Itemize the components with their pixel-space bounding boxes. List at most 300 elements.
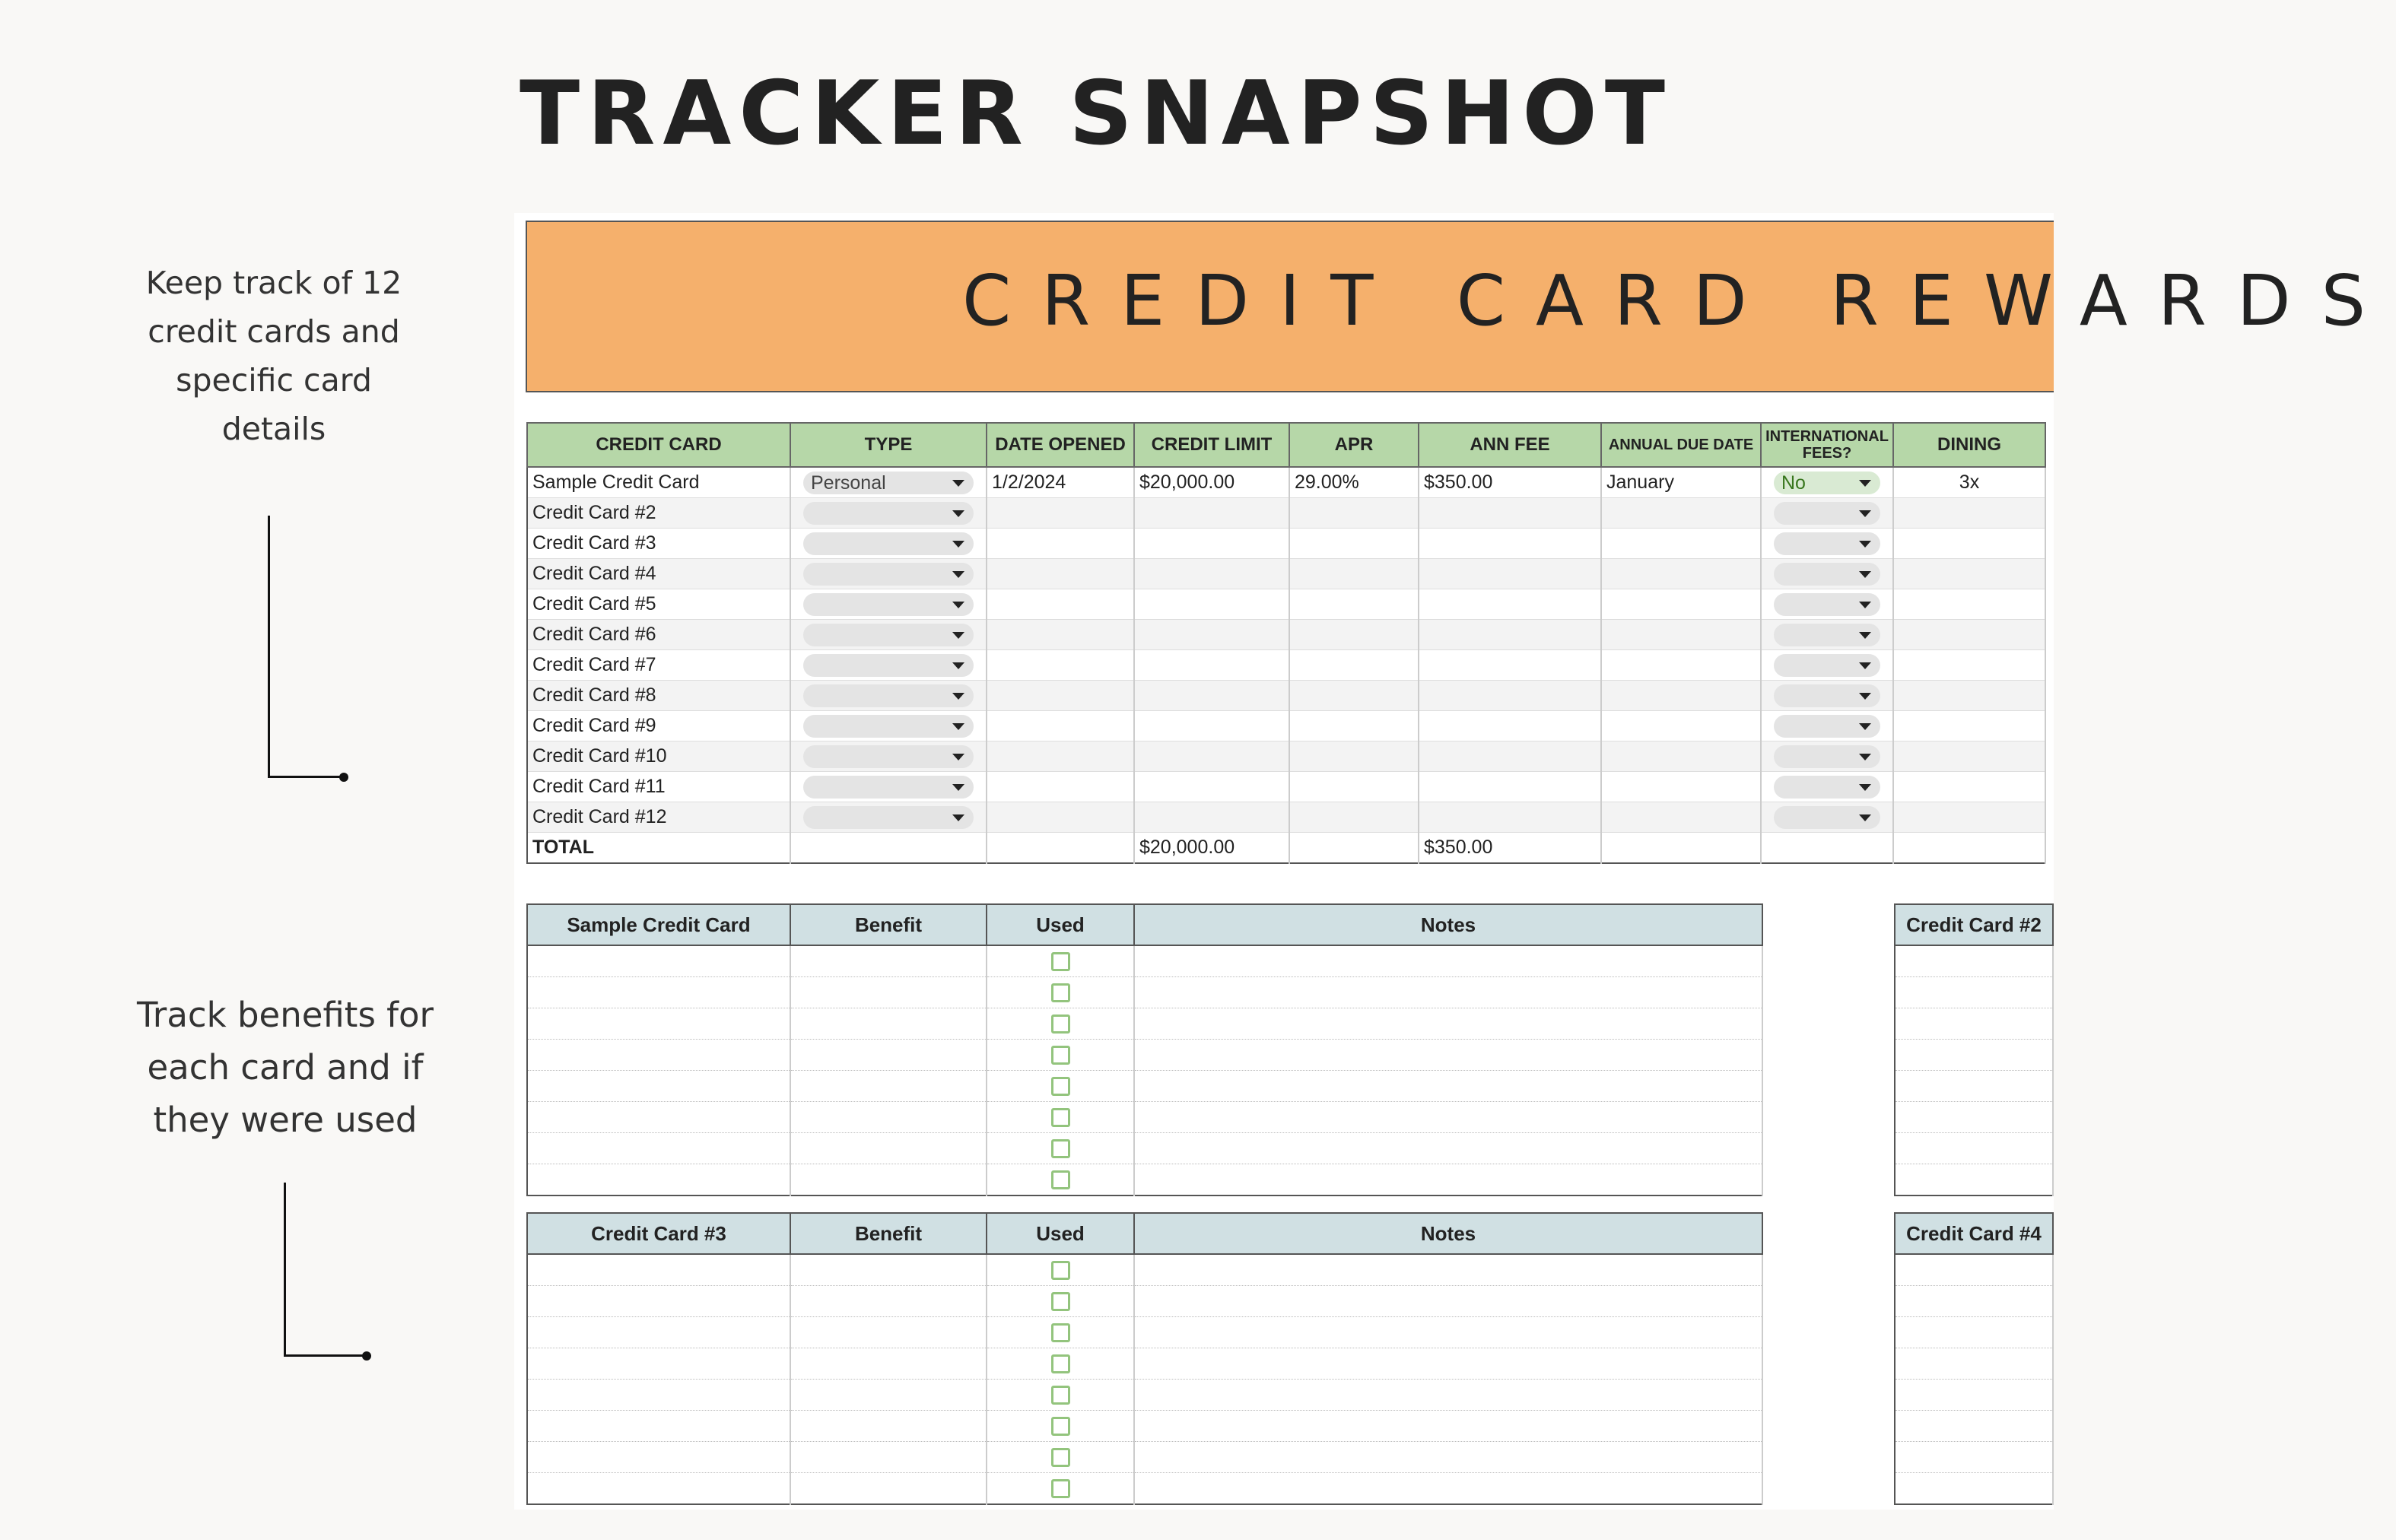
dropdown[interactable] [803, 502, 974, 525]
date-opened-cell[interactable] [987, 772, 1134, 802]
benefit-row [527, 1442, 1762, 1473]
date-opened-cell[interactable] [987, 589, 1134, 620]
notes-cell[interactable] [1134, 1286, 1762, 1317]
used-cell [987, 1102, 1134, 1133]
benefit-row [1895, 1008, 2053, 1040]
due-date-cell[interactable] [1601, 741, 1761, 772]
used-checkbox[interactable] [1051, 1386, 1070, 1405]
total-date-cell [987, 833, 1134, 864]
benefit-table [526, 1212, 1763, 1505]
dropdown-arrow-icon[interactable] [1859, 480, 1871, 487]
ann-fee-cell[interactable] [1419, 741, 1601, 772]
credit-limit-cell[interactable] [1134, 772, 1289, 802]
card-name-cell[interactable]: Credit Card #12 [527, 802, 790, 833]
date-opened-cell[interactable] [987, 741, 1134, 772]
benefit-row [527, 1473, 1762, 1505]
benefit-row [527, 1133, 1762, 1164]
table-row [527, 620, 2045, 650]
used-checkbox[interactable] [1051, 1170, 1070, 1189]
used-checkbox[interactable] [1051, 952, 1070, 971]
card-name-cell[interactable]: Credit Card #7 [527, 650, 790, 681]
intl-fees-cell[interactable] [1761, 741, 1893, 772]
date-opened-cell[interactable] [987, 650, 1134, 681]
dropdown[interactable] [803, 776, 974, 799]
dropdown-arrow-icon[interactable] [1859, 693, 1871, 700]
dining-cell[interactable] [1893, 620, 2045, 650]
credit-limit-cell[interactable] [1134, 681, 1289, 711]
due-date-cell[interactable] [1601, 589, 1761, 620]
total-dining-cell [1893, 833, 2045, 864]
benefit-card-cell[interactable] [1895, 945, 2053, 977]
connector-dot-2 [362, 1351, 371, 1361]
dropdown-arrow-icon[interactable] [952, 602, 964, 608]
type-cell[interactable] [790, 620, 987, 650]
dining-cell[interactable] [1893, 498, 2045, 529]
benefit-cell[interactable] [790, 1286, 987, 1317]
used-checkbox[interactable] [1051, 1417, 1070, 1436]
dining-cell[interactable]: 3x [1893, 467, 2045, 498]
apr-cell[interactable] [1289, 589, 1419, 620]
notes-cell[interactable] [1134, 1348, 1762, 1380]
due-date-cell[interactable] [1601, 650, 1761, 681]
dropdown-arrow-icon[interactable] [1859, 510, 1871, 517]
benefit-card-cell[interactable] [527, 1286, 790, 1317]
ann-fee-cell[interactable]: $350.00 [1419, 467, 1601, 498]
notes-cell[interactable] [1134, 1040, 1762, 1071]
dining-cell[interactable] [1893, 802, 2045, 833]
type-cell[interactable] [790, 772, 987, 802]
due-date-cell[interactable] [1601, 498, 1761, 529]
column-header-apr: APR [1289, 423, 1419, 467]
benefit-card-cell[interactable] [1895, 1254, 2053, 1286]
benefit-row [527, 945, 1762, 977]
total-label: TOTAL [527, 833, 790, 864]
apr-cell[interactable] [1289, 498, 1419, 529]
benefit-cell[interactable] [790, 1071, 987, 1102]
column-header-credit-limit: CREDIT LIMIT [1134, 423, 1289, 467]
column-header-ann-fee: ANN FEE [1419, 423, 1601, 467]
dropdown-arrow-icon[interactable] [1859, 814, 1871, 821]
date-opened-cell[interactable] [987, 559, 1134, 589]
date-opened-cell[interactable] [987, 711, 1134, 741]
benefit-row [1895, 945, 2053, 977]
card-name-cell[interactable]: Credit Card #6 [527, 620, 790, 650]
benefit-card-cell[interactable] [527, 1317, 790, 1348]
due-date-cell[interactable] [1601, 559, 1761, 589]
type-cell[interactable] [790, 711, 987, 741]
dining-cell[interactable] [1893, 772, 2045, 802]
intl-fees-cell[interactable] [1761, 772, 1893, 802]
dining-cell[interactable] [1893, 559, 2045, 589]
benefit-cell[interactable] [790, 1254, 987, 1286]
intl-fees-cell[interactable] [1761, 498, 1893, 529]
credit-limit-cell[interactable] [1134, 498, 1289, 529]
benefit-cell[interactable] [790, 1411, 987, 1442]
connector-line-1 [268, 516, 270, 778]
benefit-card-cell[interactable] [527, 1442, 790, 1473]
type-cell[interactable] [790, 802, 987, 833]
benefit-row [1895, 1411, 2053, 1442]
apr-cell[interactable] [1289, 620, 1419, 650]
intl-fees-cell[interactable] [1761, 711, 1893, 741]
credit-card-table [526, 422, 2046, 864]
used-checkbox[interactable] [1051, 1448, 1070, 1467]
benefit-card-cell[interactable] [1895, 1133, 2053, 1164]
benefit-row [1895, 1164, 2053, 1196]
dropdown[interactable] [803, 684, 974, 707]
benefit-cell[interactable] [790, 1348, 987, 1380]
benefit-card-cell[interactable] [527, 1008, 790, 1040]
column-header-due-date: ANNUAL DUE DATE [1601, 423, 1761, 467]
benefit-card-cell[interactable] [1895, 1348, 2053, 1380]
notes-cell[interactable] [1134, 1071, 1762, 1102]
benefit-cell[interactable] [790, 977, 987, 1008]
intl-fees-cell[interactable] [1761, 620, 1893, 650]
credit-limit-cell[interactable] [1134, 741, 1289, 772]
dropdown-arrow-icon[interactable] [1859, 754, 1871, 760]
notes-cell[interactable] [1134, 1133, 1762, 1164]
dropdown[interactable] [803, 715, 974, 738]
dining-cell[interactable] [1893, 529, 2045, 559]
intl-fees-cell[interactable] [1761, 529, 1893, 559]
benefit-card-cell[interactable] [527, 1133, 790, 1164]
due-date-cell[interactable] [1601, 772, 1761, 802]
benefit-row [1895, 1071, 2053, 1102]
due-date-cell[interactable] [1601, 529, 1761, 559]
dropdown-arrow-icon[interactable] [1859, 662, 1871, 669]
dropdown-arrow-icon[interactable] [1859, 723, 1871, 730]
credit-limit-cell[interactable] [1134, 711, 1289, 741]
dropdown-arrow-icon[interactable] [952, 723, 964, 730]
card-name-cell[interactable]: Credit Card #5 [527, 589, 790, 620]
benefit-row [527, 1380, 1762, 1411]
dropdown-arrow-icon[interactable] [952, 571, 964, 578]
dropdown[interactable] [1774, 563, 1880, 586]
type-cell[interactable] [790, 589, 987, 620]
used-checkbox[interactable] [1051, 1323, 1070, 1342]
benefit-cell[interactable] [790, 1102, 987, 1133]
dropdown-arrow-icon[interactable] [1859, 632, 1871, 639]
ann-fee-cell[interactable] [1419, 620, 1601, 650]
dropdown-arrow-icon[interactable] [952, 541, 964, 548]
due-date-cell[interactable] [1601, 711, 1761, 741]
ann-fee-cell[interactable] [1419, 681, 1601, 711]
dropdown-arrow-icon[interactable] [952, 632, 964, 639]
dropdown-arrow-icon[interactable] [1859, 571, 1871, 578]
used-checkbox[interactable] [1051, 1354, 1070, 1373]
benefit-cell[interactable] [790, 1317, 987, 1348]
benefit-row [1895, 1102, 2053, 1133]
intl-fees-cell[interactable] [1761, 802, 1893, 833]
benefit-card-cell[interactable] [527, 1102, 790, 1133]
column-header-type: TYPE [790, 423, 987, 467]
table-row [527, 711, 2045, 741]
dropdown-arrow-icon[interactable] [952, 510, 964, 517]
date-opened-cell[interactable]: 1/2/2024 [987, 467, 1134, 498]
dropdown[interactable] [803, 593, 974, 616]
dining-cell[interactable] [1893, 650, 2045, 681]
card-name-cell[interactable]: Credit Card #8 [527, 681, 790, 711]
dropdown[interactable] [1774, 624, 1880, 646]
intl-fees-cell[interactable] [1761, 467, 1893, 498]
dropdown[interactable] [803, 624, 974, 646]
dropdown-arrow-icon[interactable] [952, 754, 964, 760]
dropdown-arrow-icon[interactable] [1859, 784, 1871, 791]
ann-fee-cell[interactable] [1419, 529, 1601, 559]
dropdown[interactable] [1774, 806, 1880, 829]
dropdown[interactable] [1774, 684, 1880, 707]
used-checkbox[interactable] [1051, 1292, 1070, 1311]
benefit-row [527, 1040, 1762, 1071]
intl-fees-cell[interactable] [1761, 681, 1893, 711]
benefit-row [1895, 1286, 2053, 1317]
spreadsheet-snapshot [514, 213, 2396, 1510]
used-checkbox[interactable] [1051, 1479, 1070, 1498]
benefit-card-cell[interactable] [1895, 1040, 2053, 1071]
card-name-cell[interactable]: Credit Card #2 [527, 498, 790, 529]
credit-limit-cell[interactable] [1134, 650, 1289, 681]
dropdown[interactable] [803, 532, 974, 555]
benefit-card-cell[interactable] [1895, 1317, 2053, 1348]
notes-header: Notes [1134, 1213, 1762, 1254]
date-opened-cell[interactable] [987, 498, 1134, 529]
ann-fee-cell[interactable] [1419, 589, 1601, 620]
benefit-card-cell[interactable] [527, 1040, 790, 1071]
benefit-card-cell[interactable] [527, 1411, 790, 1442]
type-cell[interactable] [790, 498, 987, 529]
used-cell [987, 1411, 1134, 1442]
dropdown[interactable] [1774, 593, 1880, 616]
type-cell[interactable] [790, 529, 987, 559]
benefit-card-cell[interactable] [1895, 1102, 2053, 1133]
apr-cell[interactable] [1289, 802, 1419, 833]
type-cell[interactable] [790, 559, 987, 589]
apr-cell[interactable]: 29.00% [1289, 467, 1419, 498]
dropdown[interactable] [1774, 745, 1880, 768]
date-opened-cell[interactable] [987, 681, 1134, 711]
notes-header: Notes [1134, 904, 1762, 945]
banner-title: CREDIT CARD REWARDS [962, 260, 2396, 341]
notes-cell[interactable] [1134, 1473, 1762, 1505]
card-name-cell[interactable]: Credit Card #4 [527, 559, 790, 589]
ann-fee-cell[interactable] [1419, 559, 1601, 589]
dropdown-arrow-icon[interactable] [952, 480, 964, 487]
apr-cell[interactable] [1289, 681, 1419, 711]
credit-limit-cell[interactable] [1134, 589, 1289, 620]
notes-cell[interactable] [1134, 1164, 1762, 1196]
benefit-row [527, 1286, 1762, 1317]
benefit-row [527, 1164, 1762, 1196]
benefit-card-cell[interactable] [1895, 1411, 2053, 1442]
used-cell [987, 1254, 1134, 1286]
table-row [527, 741, 2045, 772]
type-cell[interactable] [790, 741, 987, 772]
dropdown-arrow-icon[interactable] [952, 814, 964, 821]
benefit-row [527, 1071, 1762, 1102]
benefit-row [1895, 1380, 2053, 1411]
benefit-card-cell[interactable] [1895, 1380, 2053, 1411]
benefit-cell[interactable] [790, 1164, 987, 1196]
dropdown-value: No [1781, 472, 1806, 494]
card-name-cell[interactable]: Credit Card #9 [527, 711, 790, 741]
notes-cell[interactable] [1134, 1102, 1762, 1133]
apr-cell[interactable] [1289, 529, 1419, 559]
credit-limit-cell[interactable] [1134, 802, 1289, 833]
intl-fees-cell[interactable] [1761, 559, 1893, 589]
used-cell [987, 1164, 1134, 1196]
dropdown-arrow-icon[interactable] [1859, 541, 1871, 548]
benefit-row [527, 1317, 1762, 1348]
benefit-row [527, 1411, 1762, 1442]
dropdown-arrow-icon[interactable] [952, 784, 964, 791]
type-cell[interactable] [790, 467, 987, 498]
benefit-cell[interactable] [790, 945, 987, 977]
date-opened-cell[interactable] [987, 620, 1134, 650]
benefit-card-cell[interactable] [1895, 1473, 2053, 1505]
benefit-cell[interactable] [790, 1473, 987, 1505]
used-cell [987, 1008, 1134, 1040]
ann-fee-cell[interactable] [1419, 772, 1601, 802]
benefit-card-cell[interactable] [527, 1164, 790, 1196]
benefit-table-title: Credit Card #3 [527, 1213, 790, 1254]
dining-cell[interactable] [1893, 711, 2045, 741]
used-cell [987, 977, 1134, 1008]
used-checkbox[interactable] [1051, 1014, 1070, 1034]
type-cell[interactable] [790, 681, 987, 711]
benefit-cell[interactable] [790, 1040, 987, 1071]
credit-limit-cell[interactable] [1134, 529, 1289, 559]
dropdown-arrow-icon[interactable] [952, 662, 964, 669]
card-name-cell[interactable]: Sample Credit Card [527, 467, 790, 498]
dropdown[interactable] [803, 806, 974, 829]
used-cell [987, 1348, 1134, 1380]
dining-cell[interactable] [1893, 681, 2045, 711]
benefit-card-cell[interactable] [527, 977, 790, 1008]
benefit-card-cell[interactable] [1895, 1164, 2053, 1196]
used-cell [987, 1040, 1134, 1071]
date-opened-cell[interactable] [987, 802, 1134, 833]
dropdown[interactable] [1774, 776, 1880, 799]
used-cell [987, 1071, 1134, 1102]
apr-cell[interactable] [1289, 741, 1419, 772]
due-date-cell[interactable]: January [1601, 467, 1761, 498]
dropdown[interactable] [1774, 472, 1880, 494]
notes-cell[interactable] [1134, 1008, 1762, 1040]
dropdown[interactable] [1774, 502, 1880, 525]
credit-limit-cell[interactable]: $20,000.00 [1134, 467, 1289, 498]
benefit-table [1894, 903, 2054, 1196]
table-row [527, 772, 2045, 802]
apr-cell[interactable] [1289, 711, 1419, 741]
benefit-cell[interactable] [790, 1133, 987, 1164]
apr-cell[interactable] [1289, 650, 1419, 681]
dropdown[interactable] [1774, 654, 1880, 677]
card-name-cell[interactable]: Credit Card #11 [527, 772, 790, 802]
due-date-cell[interactable] [1601, 802, 1761, 833]
benefit-card-cell[interactable] [1895, 1071, 2053, 1102]
dropdown-arrow-icon[interactable] [952, 693, 964, 700]
used-checkbox[interactable] [1051, 1046, 1070, 1065]
benefit-row [527, 1348, 1762, 1380]
benefit-cell[interactable] [790, 1008, 987, 1040]
benefit-card-cell[interactable] [527, 1071, 790, 1102]
notes-cell[interactable] [1134, 1442, 1762, 1473]
dropdown-value: Personal [811, 472, 886, 494]
benefit-cell[interactable] [790, 1442, 987, 1473]
intl-fees-cell[interactable] [1761, 589, 1893, 620]
total-credit-limit: $20,000.00 [1134, 833, 1289, 864]
benefit-card-cell[interactable] [527, 1473, 790, 1505]
benefit-card-cell[interactable] [1895, 1442, 2053, 1473]
used-checkbox[interactable] [1051, 1139, 1070, 1158]
type-cell[interactable] [790, 650, 987, 681]
ann-fee-cell[interactable] [1419, 498, 1601, 529]
used-checkbox[interactable] [1051, 1261, 1070, 1280]
notes-cell[interactable] [1134, 977, 1762, 1008]
benefit-cell[interactable] [790, 1380, 987, 1411]
benefit-row [1895, 1348, 2053, 1380]
dropdown-arrow-icon[interactable] [1859, 602, 1871, 608]
dropdown[interactable] [803, 745, 974, 768]
date-opened-cell[interactable] [987, 529, 1134, 559]
credit-limit-cell[interactable] [1134, 620, 1289, 650]
benefit-table-title: Credit Card #4 [1895, 1213, 2053, 1254]
dining-cell[interactable] [1893, 589, 2045, 620]
ann-fee-cell[interactable] [1419, 650, 1601, 681]
table-row [527, 589, 2045, 620]
benefit-card-cell[interactable] [1895, 1008, 2053, 1040]
benefit-card-cell[interactable] [527, 1348, 790, 1380]
ann-fee-cell[interactable] [1419, 802, 1601, 833]
used-checkbox[interactable] [1051, 983, 1070, 1002]
dropdown[interactable] [803, 654, 974, 677]
card-name-cell[interactable]: Credit Card #3 [527, 529, 790, 559]
total-intl-cell [1761, 833, 1893, 864]
notes-cell[interactable] [1134, 1254, 1762, 1286]
notes-cell[interactable] [1134, 1380, 1762, 1411]
notes-cell[interactable] [1134, 945, 1762, 977]
benefit-card-cell[interactable] [527, 1254, 790, 1286]
due-date-cell[interactable] [1601, 681, 1761, 711]
notes-cell[interactable] [1134, 1411, 1762, 1442]
benefit-row [527, 1008, 1762, 1040]
used-checkbox[interactable] [1051, 1108, 1070, 1127]
benefit-card-cell[interactable] [527, 945, 790, 977]
apr-cell[interactable] [1289, 559, 1419, 589]
total-row [527, 833, 2045, 864]
total-ann-fee: $350.00 [1419, 833, 1601, 864]
dropdown[interactable] [803, 472, 974, 494]
dropdown[interactable] [1774, 715, 1880, 738]
apr-cell[interactable] [1289, 772, 1419, 802]
intl-fees-cell[interactable] [1761, 650, 1893, 681]
card-name-cell[interactable]: Credit Card #10 [527, 741, 790, 772]
due-date-cell[interactable] [1601, 620, 1761, 650]
dropdown[interactable] [1774, 532, 1880, 555]
notes-cell[interactable] [1134, 1317, 1762, 1348]
dining-cell[interactable] [1893, 741, 2045, 772]
benefit-card-cell[interactable] [1895, 1286, 2053, 1317]
benefit-card-cell[interactable] [527, 1380, 790, 1411]
dropdown[interactable] [803, 563, 974, 586]
ann-fee-cell[interactable] [1419, 711, 1601, 741]
table-row [527, 559, 2045, 589]
credit-limit-cell[interactable] [1134, 559, 1289, 589]
benefit-row [1895, 977, 2053, 1008]
used-checkbox[interactable] [1051, 1077, 1070, 1096]
benefit-card-cell[interactable] [1895, 977, 2053, 1008]
benefit-row [527, 977, 1762, 1008]
